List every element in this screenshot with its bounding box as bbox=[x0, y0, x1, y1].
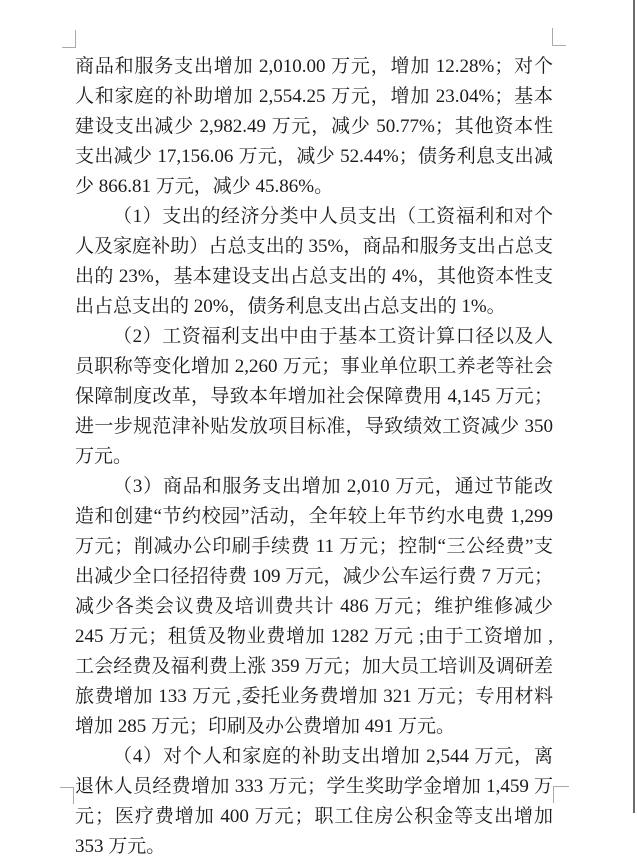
text-boundary-mark-bottom-right bbox=[553, 786, 569, 803]
para-2-salary-welfare: （2）工资福利支出中由于基本工资计算口径以及人员职称等变化增加 2,260 万元；事业单位职工养老等社会保障制度改革，导致本年增加社会保障费用 4,145 万元；进一步规范津补贴发放项目标准，导致绩效工资减少 350 万元。 bbox=[75, 326, 553, 467]
text-boundary-mark-bottom-left bbox=[60, 787, 74, 804]
window-right-edge bbox=[633, 0, 635, 813]
para-expenditure-change-summary: 商品和服务支出增加 2,010.00 万元，增加 12.28%；对个人和家庭的补助增加 2,554.25 万元，增加 23.04%；基本建设支出减少 2,982.49 万元，减少 50.77%；其他资本性支出减少 17,156.06 万元，减少 52.44%；债务利息支出减少 866.81 万元，减少 45.86%。 bbox=[75, 56, 553, 197]
document-text bbox=[75, 52, 553, 862]
para-1-economic-classification: （1）支出的经济分类中人员支出（工资福利和对个人及家庭补助）占总支出的 35%，商品和服务支出占总支出的 23%，基本建设支出占总支出的 4%，其他资本性支出占总支出的 20%，债务利息支出占总支出的 1%。 bbox=[75, 206, 553, 317]
para-3-goods-and-services: （3）商品和服务支出增加 2,010 万元，通过节能改造和创建“节约校园”活动，全年较上年节约水电费 1,299 万元；削减办公印刷手续费 11 万元；控制“三公经费”支出减少全口径招待费 109 万元，减少公车运行费 7 万元；减少各类会议费及培训费共计 486 万元；维护维修减少 245 万元；租赁及物业费增加 1282 万元 ;由于工资增加 ,工会经费及福利费上涨 359 万元；加大员工培训及调研差旅费增加 133 万元 ,委托业务费增加 321 万元；专用材料增加 285 万元；印刷及办公费增加 491 万元。 bbox=[75, 476, 553, 737]
text-boundary-mark-top-right bbox=[552, 28, 566, 46]
para-4-individual-family-subsidy: （4）对个人和家庭的补助支出增加 2,544 万元，离退休人员经费增加 333 万元；学生奖助学金增加 1,459 万元；医疗费增加 400 万元；职工住房公积金等支出增加 353 万元。 bbox=[75, 746, 553, 857]
text-boundary-mark-top-left bbox=[62, 30, 76, 48]
